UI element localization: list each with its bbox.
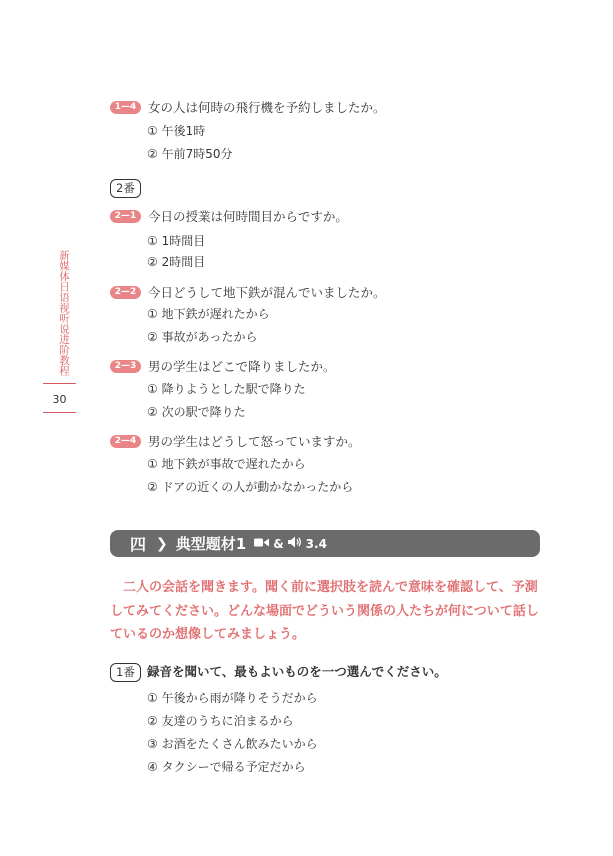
option: ② ドアの近くの人が動かなかったから [147,480,354,494]
ampersand: & [273,536,284,551]
track-number: 3.4 [305,536,327,551]
question-text: 男の学生はどこで降りましたか。 [148,359,336,374]
exercise-number-label: 1番 [110,663,141,682]
video-camera-icon [254,537,269,551]
intro-paragraph: 二人の会話を聞きます。聞く前に選択肢を読んで意味を確認して、予測してみてください。どんな場面でどういう関係の人たちが何について話しているのか想像してみましょう。 [110,580,539,642]
media-icons [254,536,331,551]
option: ② 友達のうちに泊まるから [147,714,294,728]
chevron-right-icon: ❯ [156,535,168,552]
option: ① 午後から雨が降りそうだから [147,691,318,705]
question-2-1 [110,206,348,226]
question-badge: 2—3 [110,360,141,373]
question-text: 女の人は何時の飛行機を予約しましたか。 [148,100,386,115]
option: ② 午前7時50分 [147,147,233,161]
question-2-2 [110,282,386,302]
option: ① 降りようとした駅で降りた [147,382,306,396]
question-text: 男の学生はどうして怒っていますか。 [148,434,361,449]
question-badge: 2—4 [110,435,141,448]
option: ① 午後1時 [147,124,206,138]
question-text: 今日の授業は何時間目からですか。 [148,209,348,224]
book-title: 新媒体日语视听说进阶教程 [58,250,70,376]
option: ② 2時間目 [147,255,206,269]
section-title: 典型题材1 [175,535,247,553]
option: ③ お酒をたくさん飲みたいから [147,737,318,751]
page-rule-bottom [43,412,76,413]
question-2-3 [110,356,336,376]
question-1-4 [110,97,386,117]
exercise-instruction: 録音を聞いて、最もよいものを一つ選んでください。 [147,664,447,679]
option: ② 事故があったから [147,330,258,344]
section-banner [110,530,540,557]
page-rule-top [43,383,76,384]
section-number-label: 2番 [110,179,141,198]
question-badge: 2—1 [110,210,141,223]
option: ② 次の駅で降りた [147,405,246,419]
speaker-icon [288,536,302,551]
question-badge: 1—4 [110,101,141,114]
page-number: 30 [52,393,67,406]
question-2-4 [110,431,361,451]
question-badge: 2—2 [110,286,141,299]
option: ① 地下鉄が遅れたから [147,307,270,321]
option: ① 地下鉄が事故で遅れたから [147,457,306,471]
option: ④ タクシーで帰る予定だから [147,760,306,774]
section-number: 四 [130,535,147,554]
question-text: 今日どうして地下鉄が混んでいましたか。 [148,285,386,300]
option: ① 1時間目 [147,234,206,248]
